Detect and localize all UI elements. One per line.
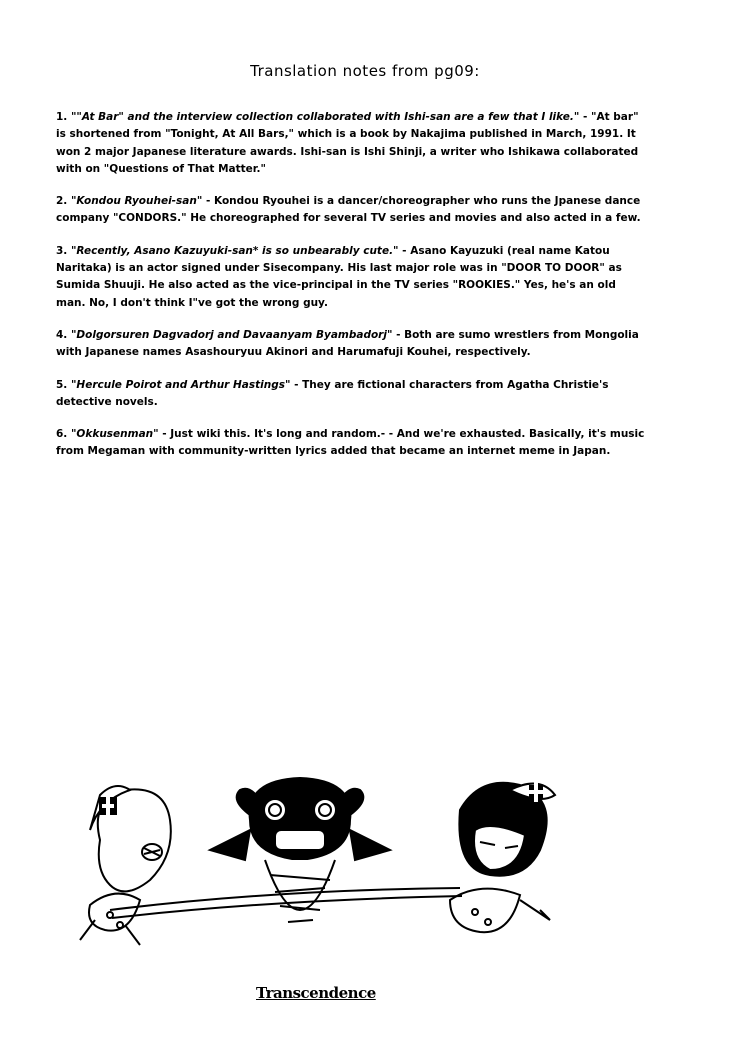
note-quote: ""At Bar" and the interview collection collaborated with Ishi-san are a few that I like.": [70, 111, 580, 123]
note-text: - Both are sumo wrestlers from Mongolia with Japanese names Asashouryuu Akinori and Harumafuji Kouhei, respectively.: [56, 328, 639, 359]
note-number: 1.: [56, 111, 68, 123]
note-3: [56, 243, 646, 312]
note-text: - Asano Kayuzuki (real name Katou Naritaka) is an actor signed under Sisecompany. His last major role was in "DOOR TO DOOR" as Sumida Shuuji. He also acted as the vice-principal in the TV series "ROOKIES." Yes, he's an old man. No, I don't think I"ve got the wrong guy.: [56, 244, 622, 309]
note-1: [56, 109, 646, 178]
note-number: 3.: [56, 244, 68, 257]
note-quote: "Recently, Asano Kazuyuki-san* is so unbearably cute.": [70, 244, 399, 257]
note-quote: "Okkusenman": [70, 428, 159, 441]
chibi-nurses-illustration: [70, 760, 630, 960]
note-4: [56, 327, 646, 362]
scanlation-credit-logo: Transcendence: [256, 984, 376, 1002]
page-title: Translation notes from pg09:: [250, 62, 480, 80]
note-quote: "Hercule Poirot and Arthur Hastings": [70, 378, 291, 391]
note-quote: "Kondou Ryouhei-san": [70, 195, 203, 208]
center-creature-figure: [210, 778, 390, 922]
note-number: 4.: [56, 328, 68, 341]
note-5: [56, 377, 646, 412]
note-text: - Just wiki this. It's long and random.- - And we're exhausted. Basically, it's music from Megaman with community-written lyrics added that became an internet meme in Japan.: [56, 428, 645, 458]
note-text: - "At bar" is shortened from "Tonight, At All Bars," which is a book by Nakajima published in March, 1991. It won 2 major Japanese literature awards. Ishi-san is Ishi Shinji, a writer who Ishikawa collaborated with on "Questions of That Matter.": [56, 111, 639, 175]
note-2: [56, 193, 646, 228]
translation-notes-list: [56, 109, 646, 476]
left-nurse-figure: [80, 786, 171, 945]
note-text: - They are fictional characters from Agatha Christie's detective novels.: [56, 378, 609, 408]
note-6: [56, 426, 646, 461]
note-text: - Kondou Ryouhei is a dancer/choreographer who runs the Jpanese dance company "CONDORS." He choreographed for several TV series and movies and also acted in a few.: [56, 195, 641, 225]
note-quote: "Dolgorsuren Dagvadorj and Davaanyam Byambadorj": [70, 328, 393, 341]
note-number: 2.: [56, 195, 68, 208]
note-number: 6.: [56, 428, 68, 441]
right-nurse-figure: [450, 782, 555, 932]
note-number: 5.: [56, 378, 68, 391]
